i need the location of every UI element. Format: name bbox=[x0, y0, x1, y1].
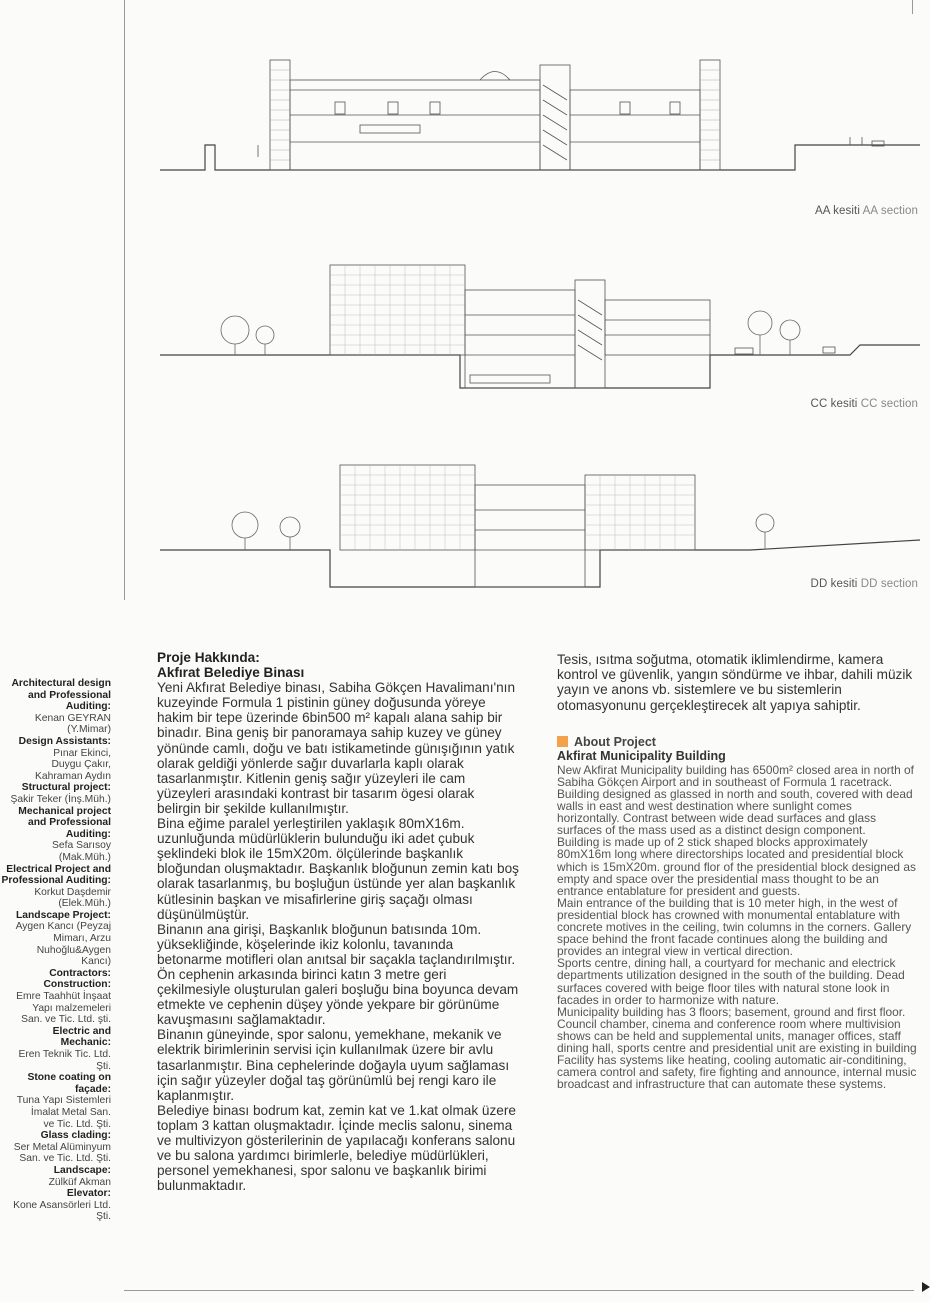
credit-role: Landscape: bbox=[53, 1164, 111, 1176]
credit-name: Kenan GEYRAN bbox=[34, 712, 111, 724]
credit-entry bbox=[0, 1072, 111, 1095]
cc-section-drawing bbox=[150, 255, 925, 395]
en-paragraph: Facility has systems like heating, cooling automatic air-conditining, camera control and safety, fire fighting and announce, internal music broadcast and infrastructure that can automate these systems. bbox=[557, 1053, 917, 1092]
credit-name: San. ve Tic. Ltd. şti. bbox=[21, 1014, 111, 1026]
credit-name: Korkut Daşdemir bbox=[34, 886, 111, 898]
credit-name: Nuhoğlu&Aygen bbox=[36, 944, 111, 956]
credit-entry bbox=[0, 736, 111, 748]
credit-name: Kancı) bbox=[81, 956, 111, 968]
en-paragraph: Sports centre, dining hall, a courtyard for mechanic and electrick departments utilization designed in the south of the building. Dead surfaces covered with beige floor tiles with natural stone look in facades in order to harmonize with nature. bbox=[557, 956, 905, 1007]
en-subheading: Akfirat Municipality Building bbox=[557, 748, 726, 763]
en-paragraph: Main entrance of the building that is 10 meter high, in the west of presidential block has crowned with monumental entablature with concrete motives in the ceiling, twin columns in the corners. Gallery space behind the front facade continues along the building and provides an integral view in vertical direction. bbox=[557, 895, 912, 959]
credit-role: Structural project: bbox=[21, 782, 111, 794]
credit-role: Contractors: Construction: bbox=[43, 967, 111, 991]
credit-name: Ser Metal Alüminyum bbox=[13, 1141, 111, 1153]
left-margin-line bbox=[124, 0, 125, 600]
credit-entry bbox=[0, 1165, 111, 1177]
turkish-text-column bbox=[157, 650, 519, 1193]
cc-caption-tr: CC kesiti bbox=[810, 398, 858, 410]
credit-name: Eren Teknik Tic. Ltd. bbox=[18, 1049, 111, 1060]
aa-section-caption bbox=[815, 205, 918, 217]
cc-section-caption bbox=[811, 398, 918, 410]
credit-name: Şti. bbox=[96, 1211, 111, 1223]
credit-name: İmalat Metal San. bbox=[30, 1106, 111, 1118]
tr-subheading: Akfırat Belediye Binası bbox=[157, 665, 305, 681]
tr-paragraph: Belediye binası bodrum kat, zemin kat ve 1.kat olmak üzere toplam 3 kattan oluşmaktadır. İçinde meclis salonu, sinema ve multivizyon gösterilerinin de yapılacağı konferans salonu ve bu salona yardımcı birimlerle, belediye müdürlükleri, personel yemekhanesi, spor salonu ve başkanlık birimi bulunmaktadır. bbox=[157, 1102, 516, 1194]
en-paragraph: New Akfirat Municipality building has 6500m² closed area in north of Sabiha Gökçen Airport and in southeast of Formula 1 racetrack. Building designed as glassed in north and south, covered with dead walls in east and west destination where sunlight comes horizontally. Contrast between wide dead surfaces and glass surfaces of the mass used as a distinct design component. bbox=[557, 762, 914, 838]
credit-role: Stone coating on façade: bbox=[27, 1072, 111, 1095]
credit-role: Glass clading: bbox=[40, 1130, 111, 1142]
credit-entry bbox=[0, 1188, 111, 1200]
credit-name: (Elek.Müh.) bbox=[58, 898, 111, 910]
english-text-column bbox=[557, 652, 917, 1090]
credit-name: Tuna Yapı Sistemleri bbox=[16, 1095, 111, 1107]
about-project-heading bbox=[557, 735, 917, 749]
credit-name: Kone Asansörleri Ltd. bbox=[13, 1199, 111, 1211]
credit-name: ve Tic. Ltd. Şti. bbox=[43, 1118, 111, 1130]
credit-entry bbox=[0, 910, 111, 922]
dd-caption-tr: DD kesiti bbox=[810, 578, 858, 590]
credit-name: San. ve Tic. Ltd. Şti. bbox=[19, 1153, 111, 1165]
credit-name: Zülküf Akman bbox=[48, 1176, 111, 1188]
tr-paragraph: Binanın güneyinde, spor salonu, yemekhane, mekanik ve elektrik birimlerinin servisi için kullanılmak üzere bir avlu tasarlanmıştır. Bina cephelerinde doğayla uyum sağlaması için sağır yüzeyler doğal taş görünümlü bej rengi karo ile kaplanmıştır. bbox=[157, 1027, 510, 1103]
tr-paragraph: Bina eğime paralel yerleştirilen yaklaşık 80mX16m. uzunluğunda müdürlüklerin bulunduğu iki adet çubuk şeklindeki blok ile 15mX20m. ölçülerinde başkanlık bloğundan oluşmaktadır. Başkanlık bloğunun zemin katı boş olarak tasarlanmış, bu boşluğun üstünde yer alan başkanlık kütlesinin başkan ve misafirlerine giriş saçağı olması düşünülmüştür. bbox=[157, 816, 519, 922]
credit-role: Elevator: bbox=[66, 1188, 111, 1200]
credit-name: Emre Taahhüt İnşaat bbox=[16, 991, 111, 1003]
bottom-rule bbox=[124, 1290, 914, 1291]
project-credits bbox=[0, 678, 111, 1223]
tr-continuation-paragraph: Tesis, ısıtma soğutma, otomatik iklimlendirme, kamera kontrol ve güvenlik, yangın söndürme ve ihbar, dahili müzik yayın ve anons vb. sistemlere ve bu sistemlerin otomasyonunu gerçekleştirecek alt yapıya sahiptir. bbox=[557, 652, 913, 713]
credit-name: Sefa Sarısoy bbox=[52, 840, 111, 852]
credit-name: Şti. bbox=[96, 1060, 111, 1072]
credit-role: Electrical Project and Professional Auditing: bbox=[1, 863, 111, 887]
credit-role: Electric and Mechanic: bbox=[52, 1025, 111, 1049]
credit-name: Pınar Ekinci, bbox=[53, 747, 111, 759]
tr-heading: Proje Hakkında: bbox=[157, 650, 260, 665]
credit-name: Mimarı, Arzu bbox=[53, 933, 111, 945]
credit-role: Architectural design and Professional Auditing: bbox=[11, 678, 111, 713]
dd-caption-en: DD section bbox=[860, 578, 918, 590]
credit-role: Landscape Project: bbox=[16, 909, 111, 921]
cc-caption-en: CC section bbox=[860, 398, 918, 410]
aa-caption-tr: AA kesiti bbox=[814, 205, 860, 217]
en-paragraph: Municipality building has 3 floors; basement, ground and first floor. Council chamber, cinema and conference room where multivision shows can be held and supplemental units, manager offices, staff dining hall, sports centre and presidential unit are existing in building bbox=[557, 1004, 917, 1055]
credit-name: Şakir Teker (İnş.Müh.) bbox=[10, 793, 111, 805]
credit-name: Kahraman Aydın bbox=[35, 770, 111, 782]
credit-name: Duygu Çakır, bbox=[51, 759, 111, 771]
tr-paragraph: Binanın ana girişi, Başkanlık bloğunun batısında 10m. yüksekliğinde, köşelerinde ikiz kolonlu, tavanında betonarme motifleri olan anıtsal bir saçakla taçlandırılmıştır. Ön cephenin arkasında birinci katın 3 metre geri çekilmesiyle oluşturulan galeri boşluğu bina boyunca devam etmekte ve cephenin düşey yönde yekpare bir görünüme kavuşmasını sağlamaktadır. bbox=[157, 921, 519, 1028]
credit-entry bbox=[0, 1026, 111, 1049]
orange-square-icon bbox=[557, 736, 568, 747]
credit-name: (Y.Mimar) bbox=[67, 724, 111, 736]
credit-name: (Mak.Müh.) bbox=[58, 851, 111, 863]
credit-name: Yapı malzemeleri bbox=[32, 1002, 111, 1014]
credit-entry bbox=[0, 678, 111, 713]
credit-entry bbox=[0, 1130, 111, 1142]
credit-role: Design Assistants: bbox=[18, 735, 111, 747]
credit-role: Mechanical project and Professional Auditing: bbox=[18, 805, 111, 840]
dd-section-caption bbox=[811, 578, 918, 590]
page-arrow-icon bbox=[922, 1282, 930, 1292]
credit-entry bbox=[0, 864, 111, 887]
about-heading-text: About Project bbox=[574, 734, 656, 749]
credit-entry bbox=[0, 806, 111, 841]
credit-entry bbox=[0, 782, 111, 794]
aa-section-drawing bbox=[150, 45, 925, 185]
en-paragraph: Building is made up of 2 stick shaped blocks approximately 80mX16m long where directorships located and presidential block which is 15mX20m. ground flor of the presidential block designed as empty and space over the presidential mass thought to be an entrance entablature for president and guests. bbox=[557, 835, 916, 898]
top-right-corner-line bbox=[912, 0, 913, 14]
aa-caption-en: AA section bbox=[862, 205, 918, 217]
dd-section-drawing bbox=[150, 455, 925, 595]
tr-paragraph: Yeni Akfırat Belediye binası, Sabiha Gökçen Havalimanı'nın kuzeyinde Formula 1 pistinin güney doğusunda yöreye hakim bir tepe üzerinde 6bin500 m² kapalı alana sahip bir binadır. Bina geniş bir panoramaya sahip kuzey ve güney yönünde camlı, doğu ve batı istikametinde günışığının yatık olarak geldiği yönlerde sağır duvarlarla kaplı olarak tasarlanmıştır. Kitlenin geniş sağır yüzeyleri ile cam yüzeyleri arasındaki kontrast bir tasarım ögesi olarak belirgin bir şekilde kullanılmıştır. bbox=[157, 680, 516, 816]
credit-name: Aygen Kancı (Peyzaj bbox=[15, 921, 111, 933]
credit-entry bbox=[0, 968, 111, 991]
